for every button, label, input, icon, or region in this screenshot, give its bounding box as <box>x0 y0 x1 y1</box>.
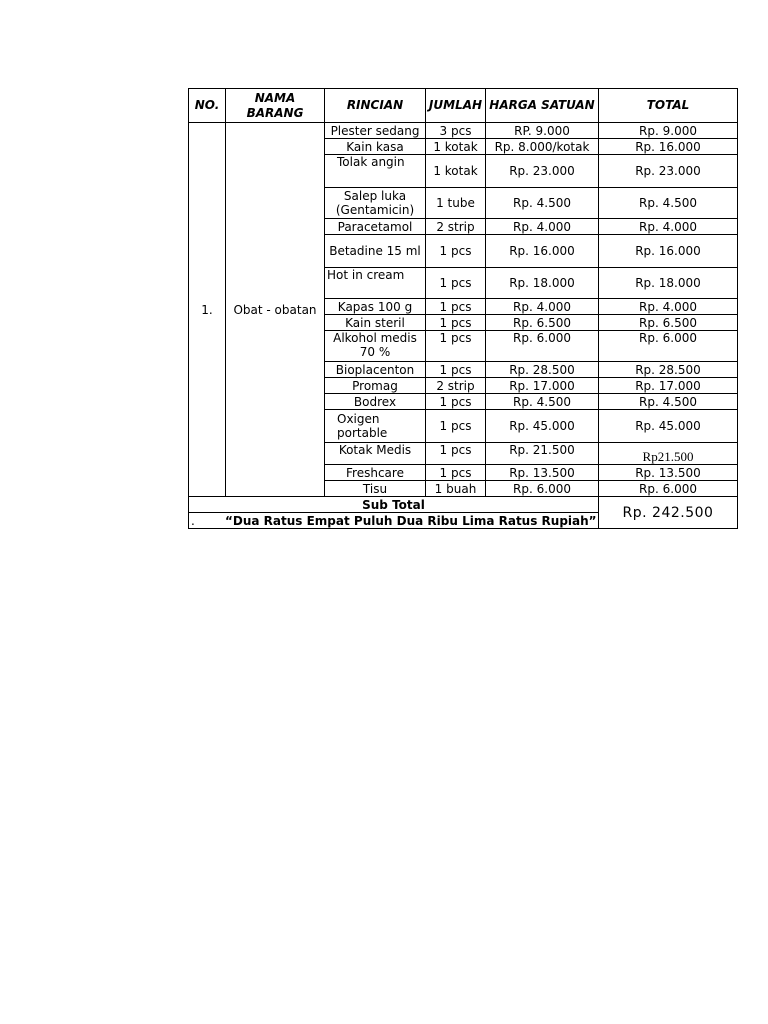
item-harga: Rp. 6.000 <box>486 331 599 362</box>
item-jumlah: 1 pcs <box>426 331 486 362</box>
item-rincian: Bodrex <box>325 394 426 410</box>
item-total: Rp. 6.000 <box>599 331 738 362</box>
amount-in-words <box>189 513 599 529</box>
subtotal-row <box>189 497 738 513</box>
item-total: Rp. 16.000 <box>599 235 738 268</box>
item-jumlah: 1 buah <box>426 481 486 497</box>
item-rincian: Kain steril <box>325 315 426 331</box>
item-rincian: Salep luka (Gentamicin) <box>325 188 426 219</box>
item-total: Rp. 28.500 <box>599 362 738 378</box>
item-total: Rp. 4.500 <box>599 188 738 219</box>
item-total: Rp. 45.000 <box>599 410 738 443</box>
item-harga: Rp. 17.000 <box>486 378 599 394</box>
item-rincian: Kapas 100 g <box>325 299 426 315</box>
item-jumlah: 1 pcs <box>426 465 486 481</box>
header-no: NO. <box>189 89 226 123</box>
subtotal-label: Sub Total <box>189 497 599 513</box>
invoice-table <box>188 88 738 529</box>
item-rincian: Paracetamol <box>325 219 426 235</box>
item-rincian: Betadine 15 ml <box>325 235 426 268</box>
header-total: TOTAL <box>599 89 738 123</box>
item-rincian: Promag <box>325 378 426 394</box>
item-jumlah: 1 kotak <box>426 139 486 155</box>
item-harga: Rp. 18.000 <box>486 268 599 299</box>
item-total: Rp. 13.500 <box>599 465 738 481</box>
item-harga: Rp. 4.000 <box>486 219 599 235</box>
item-jumlah: 1 pcs <box>426 315 486 331</box>
item-harga: Rp. 21.500 <box>486 443 599 465</box>
item-harga: Rp. 13.500 <box>486 465 599 481</box>
item-harga: Rp. 16.000 <box>486 235 599 268</box>
item-rincian: Plester sedang <box>325 123 426 139</box>
item-harga: Rp. 8.000/kotak <box>486 139 599 155</box>
item-rincian: Kain kasa <box>325 139 426 155</box>
item-jumlah: 1 pcs <box>426 443 486 465</box>
header-rincian: RINCIAN <box>325 89 426 123</box>
item-jumlah: 1 pcs <box>426 410 486 443</box>
item-jumlah: 2 strip <box>426 378 486 394</box>
subtotal-amount: Rp. 242.500 <box>599 497 738 529</box>
header-row <box>189 89 738 123</box>
item-rincian: Tisu <box>325 481 426 497</box>
item-jumlah: 1 kotak <box>426 155 486 188</box>
group-name: Obat - obatan <box>226 123 325 497</box>
table-row <box>189 123 738 139</box>
item-total: Rp. 4.000 <box>599 299 738 315</box>
header-nama-barang: NAMA BARANG <box>226 89 325 123</box>
item-harga: Rp. 6.500 <box>486 315 599 331</box>
item-rincian: Oxigen portable <box>325 410 426 443</box>
item-jumlah: 1 pcs <box>426 268 486 299</box>
item-jumlah: 3 pcs <box>426 123 486 139</box>
item-total: Rp. 23.000 <box>599 155 738 188</box>
item-harga: Rp. 4.500 <box>486 394 599 410</box>
item-harga: Rp. 23.000 <box>486 155 599 188</box>
item-jumlah: 1 tube <box>426 188 486 219</box>
item-jumlah: 2 strip <box>426 219 486 235</box>
item-jumlah: 1 pcs <box>426 235 486 268</box>
item-harga: RP. 9.000 <box>486 123 599 139</box>
item-total: Rp. 9.000 <box>599 123 738 139</box>
header-harga-satuan: HARGA SATUAN <box>486 89 599 123</box>
item-harga: Rp. 4.000 <box>486 299 599 315</box>
item-total: Rp. 18.000 <box>599 268 738 299</box>
item-total: Rp. 17.000 <box>599 378 738 394</box>
item-rincian: Hot in cream <box>325 268 426 299</box>
item-jumlah: 1 pcs <box>426 394 486 410</box>
item-total: Rp. 6.500 <box>599 315 738 331</box>
header-jumlah: JUMLAH <box>426 89 486 123</box>
item-harga: Rp. 4.500 <box>486 188 599 219</box>
words-text: “Dua Ratus Empat Puluh Dua Ribu Lima Ratus Rupiah” <box>225 513 597 528</box>
item-total: Rp. 4.000 <box>599 219 738 235</box>
item-harga: Rp. 6.000 <box>486 481 599 497</box>
item-total: Rp. 16.000 <box>599 139 738 155</box>
item-rincian: Bioplacenton <box>325 362 426 378</box>
item-harga: Rp. 28.500 <box>486 362 599 378</box>
item-jumlah: 1 pcs <box>426 299 486 315</box>
item-rincian: Kotak Medis <box>325 443 426 465</box>
item-total: Rp21.500 <box>599 443 738 465</box>
item-harga: Rp. 45.000 <box>486 410 599 443</box>
item-jumlah: 1 pcs <box>426 362 486 378</box>
item-rincian: Tolak angin <box>325 155 426 188</box>
group-number: 1. <box>189 123 226 497</box>
item-rincian: Alkohol medis 70 % <box>325 331 426 362</box>
words-dot: . <box>191 513 195 528</box>
item-total: Rp. 4.500 <box>599 394 738 410</box>
item-rincian: Freshcare <box>325 465 426 481</box>
item-total: Rp. 6.000 <box>599 481 738 497</box>
